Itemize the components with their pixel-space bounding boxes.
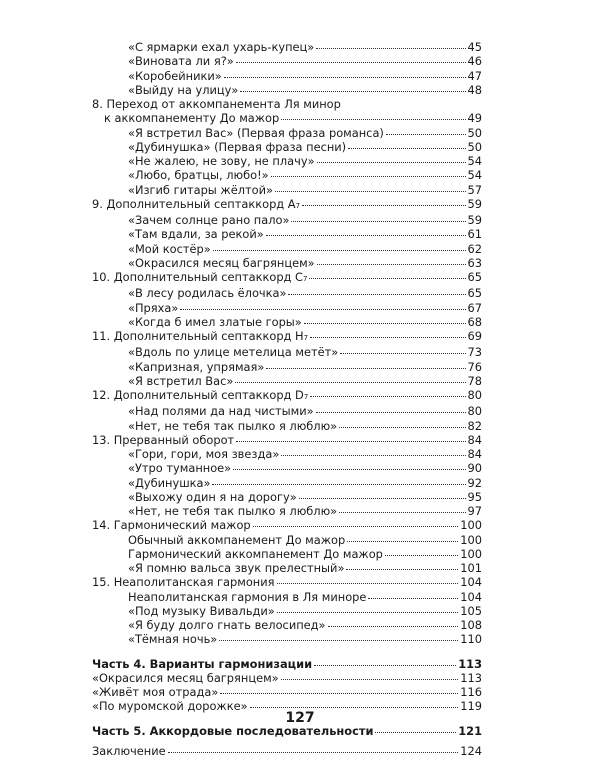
toc-entry-title: Гармонический аккомпанемент До мажор [128,546,383,561]
toc-entry-title: «Живёт моя отрада» [92,685,219,699]
toc-section [92,575,482,589]
toc-entry-title: Заключение [92,743,166,758]
toc-entry-title: «Пряха» [128,300,179,315]
dot-leader [339,427,465,428]
dot-leader [240,91,465,92]
dot-leader [253,526,459,527]
toc-page-number: 119 [460,699,482,714]
toc-entry-title: «Там вдали, за рекой» [128,227,264,242]
toc-page-number: 90 [467,461,482,476]
dot-leader [180,309,465,310]
toc-entry [92,183,482,197]
dot-leader [235,382,465,383]
toc-page-number: 46 [467,54,482,69]
dot-leader [266,235,466,236]
toc-entry-title: «Я буду долго гнать велосипед» [128,618,326,632]
toc-page-number: 113 [458,656,482,671]
toc-page-number: 59 [467,213,482,227]
toc-section [92,388,482,404]
toc-page-number: 82 [467,418,482,433]
dot-leader [250,707,459,708]
toc-entry [92,632,482,646]
toc-entry-title: «Виновата ли я?» [128,54,234,69]
toc-page-number: 104 [460,589,482,604]
dot-leader [316,412,466,413]
toc-entry-subscript: 7 [303,334,309,342]
toc-page-number: 54 [467,168,482,183]
toc-entry-title: 8. Переход от аккомпанемента Ля минор [92,97,341,111]
toc-entry [92,40,482,54]
toc-page-number: 65 [467,286,482,301]
toc-entry [92,286,482,300]
toc-entry-title: Обычный аккомпанемент До мажор [128,532,346,547]
toc-entry-title: «Тёмная ночь» [128,632,218,647]
toc-entry-subscript: 7 [303,393,309,401]
toc-page-number: 104 [460,575,482,590]
toc-entry [92,83,482,97]
toc-entry-title: «Не жалею, не зову, не плачу» [128,154,315,168]
toc-entry-title: «Гори, гори, моя звезда» [128,447,280,461]
toc-entry [92,404,482,418]
toc-section [92,433,482,447]
toc-entry-title: «Когда б имел златые горы» [128,314,302,329]
dot-leader [316,48,465,49]
dot-leader [168,752,459,753]
dot-leader [281,455,465,456]
toc-entry-title: «Нет, не тебя так пылко я люблю» [128,418,338,433]
toc-entry [92,604,482,618]
dot-leader [346,569,458,570]
toc-entry-subscript: 7 [295,201,301,210]
toc-entry-title: «С ярмарки ехал ухарь-купец» [128,40,315,54]
dot-leader [299,498,466,499]
toc-page-number: 63 [467,255,482,270]
dot-leader [340,353,465,354]
toc-entry-title: Часть 5. Аккордовые последовательности [92,723,374,738]
toc-section [92,197,482,213]
dot-leader [271,176,466,177]
dot-leader [219,640,458,641]
dot-leader [375,732,456,733]
toc-page-number: 59 [467,196,482,211]
toc-page-number: 47 [467,68,482,83]
toc-page-number: 50 [467,139,482,154]
toc-section [92,270,482,286]
dot-leader [385,555,458,556]
toc-page-number: 108 [460,618,482,632]
dot-leader [288,294,465,295]
toc-entry [92,54,482,68]
toc-page-number: 80 [467,404,482,419]
dot-leader [236,62,466,63]
table-of-contents [92,40,482,758]
toc-entry [92,533,482,547]
toc-entry-title: «Любо, братцы, любо!» [128,168,269,183]
dot-leader [212,484,465,485]
toc-entry [92,256,482,270]
dot-leader [291,221,465,222]
dot-leader [224,77,466,78]
toc-page-number: 121 [458,723,482,738]
toc-page-number: 101 [460,561,482,575]
toc-entry-title: «Окрасился месяц багрянцем» [92,670,279,685]
dot-leader [275,191,466,192]
toc-entry-title: «Нет, не тебя так пылко я люблю» [128,504,338,518]
toc-entry [92,419,482,433]
toc-page-number: 73 [467,345,482,360]
toc-entry-title: «Коробейники» [128,68,222,83]
toc-entry-title: «Выхожу один я на дорогу» [128,489,297,504]
toc-page-number: 84 [467,432,482,447]
dot-leader [236,441,465,442]
toc-entry [92,168,482,182]
toc-entry [92,504,482,518]
toc-page-number: 95 [467,489,482,504]
toc-entry [92,315,482,329]
toc-entry [92,301,482,315]
dot-leader [348,148,465,149]
dot-leader [281,679,459,680]
toc-page-number: 61 [467,227,482,242]
toc-entry-title: 10. Дополнительный септаккорд C [92,270,303,284]
dot-leader [304,323,466,324]
dot-leader [328,626,459,627]
toc-entry-title: «Зачем солнце рано пало» [128,213,290,227]
toc-entry [92,547,482,561]
dot-leader [317,162,466,163]
toc-entry [92,618,482,632]
dot-leader [314,665,456,666]
dot-leader [310,337,465,338]
toc-page-number: 84 [467,447,482,461]
toc-page-number: 100 [460,518,482,533]
toc-page-number: 116 [460,685,482,699]
toc-page-number: 100 [460,546,482,561]
toc-entry-title: «Вдоль по улице метелица метёт» [128,345,339,360]
toc-page-number: 57 [467,182,482,197]
toc-entry [92,126,482,140]
toc-entry [92,154,482,168]
toc-section [92,671,482,685]
toc-entry [92,447,482,461]
dot-leader [339,512,465,513]
toc-entry-title: «Дубинушка» (Первая фраза песни) [128,139,347,154]
dot-leader [310,396,465,397]
toc-entry-title: «Я встретил Вас» (Первая фраза романса) [128,125,384,140]
toc-entry-title: «Окрасился месяц багрянцем» [128,255,315,270]
toc-entry [92,345,482,359]
toc-entry-title: «Дубинушка» [128,475,211,490]
toc-entry-title: «Капризная, упрямая» [128,359,265,374]
toc-entry-title: «Я помню вальса звук прелестный» [128,561,345,575]
dot-leader [317,264,466,265]
dot-leader [347,541,458,542]
toc-page-number: 45 [467,40,482,54]
toc-entry-title: «Утро туманное» [128,461,232,476]
toc-page-number: 65 [467,270,482,284]
dot-leader [386,134,466,135]
toc-page-number: 76 [467,359,482,374]
toc-entry-title: «В лесу родилась ёлочка» [128,286,287,301]
toc-section [92,685,482,699]
toc-entry-title: «Выйду на улицу» [128,82,239,97]
section-spacer [92,647,482,657]
page-number: 127 [285,710,315,726]
toc-page-number: 124 [460,743,482,758]
toc-entry [92,213,482,227]
dot-leader [277,612,458,613]
toc-page-number: 97 [467,504,482,518]
dot-leader [220,693,458,694]
dot-leader [213,250,466,251]
dot-leader [309,278,465,279]
toc-page-number: 62 [467,241,482,256]
dot-leader [277,583,459,584]
toc-entry-title: «Изгиб гитары жёлтой» [128,182,273,197]
toc-page-number: 50 [467,125,482,140]
dot-leader [266,368,465,369]
toc-entry-title: «Мой костёр» [128,241,211,256]
dot-leader [233,469,465,470]
toc-page-number: 100 [460,532,482,547]
dot-leader [302,205,465,206]
toc-section [92,329,482,345]
toc-entry [92,490,482,504]
toc-entry-title: 14. Гармонический мажор [92,518,251,533]
toc-entry [92,476,482,490]
dot-leader [368,598,458,599]
toc-entry-subscript: 7 [303,275,308,283]
toc-entry-title: «По муромской дорожке» [92,699,248,714]
toc-section [92,518,482,532]
toc-entry [92,242,482,256]
toc-entry-title: 13. Прерванный оборот [92,432,235,447]
toc-page-number: 48 [467,82,482,97]
dot-leader [281,119,465,120]
toc-entry-title: 12. Дополнительный септаккорд D [92,388,304,402]
toc-page-number: 92 [467,475,482,490]
toc-entry [92,227,482,241]
toc-entry [92,561,482,575]
toc-page-number: 69 [467,329,482,343]
toc-entry-title: «Над полями да над чистыми» [128,404,314,419]
toc-entry-title: 9. Дополнительный септаккорд A [92,196,296,211]
toc-entry-title: к аккомпанементу До мажор [104,111,280,126]
toc-entry [92,360,482,374]
toc-page-number: 78 [467,373,482,388]
toc-entry [92,374,482,388]
toc-entry-title: 15. Неаполитанская гармония [92,575,275,590]
toc-entry [92,140,482,154]
toc-page-number: 110 [460,632,482,647]
toc-part-heading [92,657,482,671]
toc-page-number: 49 [467,111,482,126]
toc-page-number: 80 [467,388,482,402]
toc-entry-title: 11. Дополнительный септаккорд H [92,329,304,343]
toc-section [92,111,482,125]
toc-entry-title: Неаполитанская гармония в Ля миноре [128,589,367,604]
toc-page-number: 105 [460,603,482,618]
toc-page-number: 67 [467,300,482,315]
toc-entry-title: Часть 4. Варианты гармонизации [92,656,313,671]
toc-entry [92,69,482,83]
toc-entry [92,461,482,475]
toc-section [92,744,482,758]
toc-section [92,97,482,111]
toc-page-number: 113 [460,670,482,685]
toc-entry-title: «Под музыку Вивальди» [128,603,275,618]
toc-page-number: 68 [467,314,482,329]
toc-entry [92,590,482,604]
toc-page-number: 54 [467,154,482,168]
toc-entry-title: «Я встретил Вас» [128,373,234,388]
